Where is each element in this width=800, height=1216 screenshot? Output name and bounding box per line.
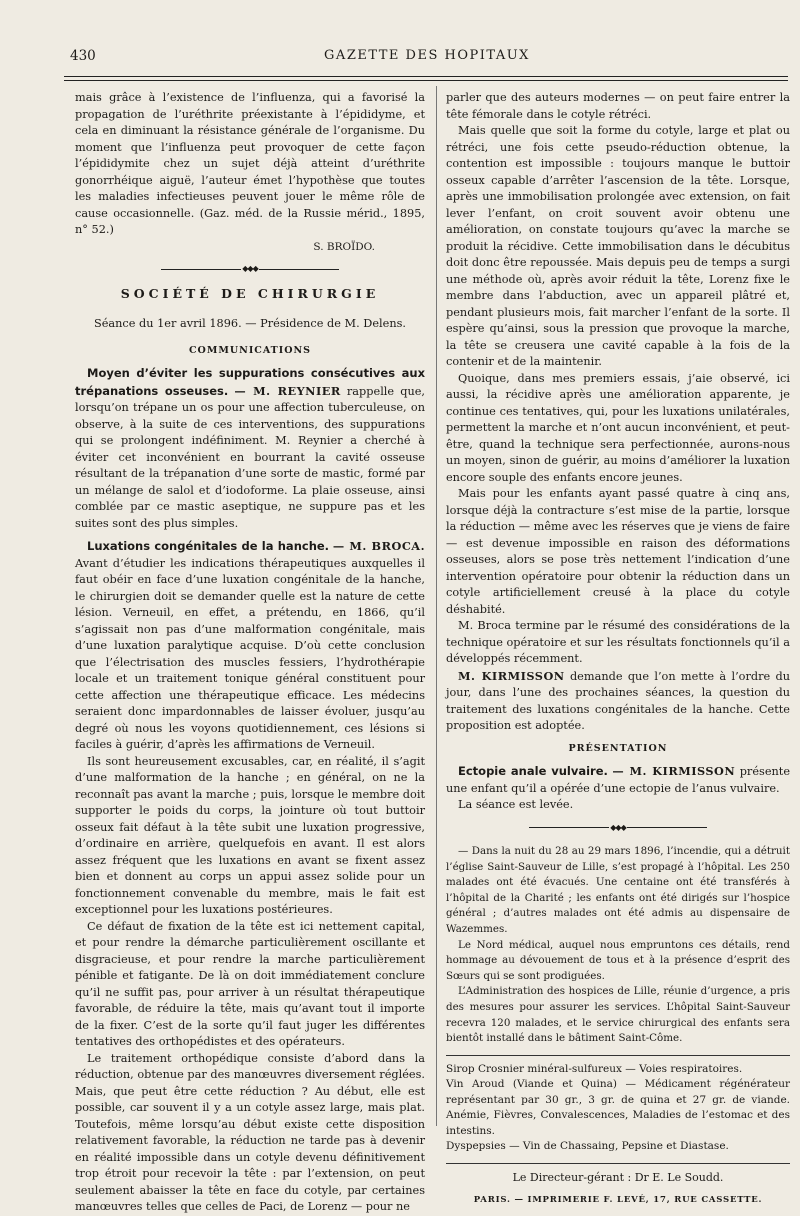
journal-title: GAZETTE DES HOPITAUX [324, 48, 530, 63]
paragraph: Ils sont heureusement excusables, car, en réalité, il s’agit d’une malformation de la hanche ; en général, on ne la reconnaît pas avant la marche ; puis, lorsque le membre doit supporter le poids du corps, la jointure où tout buttoir osseux fait défaut à la tête subit une luxation progressive, d’ordinaire en arrière, quelquefois en avant. Il est alors assez fréquent que les luxations en avant se fixent assez bien et donnent au corps un appui assez solide pour un fonctionnement convenable du membre, mais le fait est exceptionnel pour les luxations postérieures. [75, 754, 425, 916]
page-number: 430 [70, 48, 96, 64]
advertisement: Dyspepsies — Vin de Chassaing, Pepsine et Diastase. [446, 1140, 729, 1153]
column-divider [436, 86, 437, 1126]
article-author: — M. REYNIER [234, 383, 341, 398]
article-author: — M. KIRMISSON [612, 764, 736, 778]
paragraph: Mais quelle que soit la forme du cotyle, large et plat ou rétréci, une fois cette pseudo-réduction obtenue, la contention est impossible : toujours manque le buttoir osseux capable d’arrêter l’ascension de la tête. Lorsque, après une immobilisation prolongée avec extension, on fait lever l’enfant, on croit souvent avoir obtenu une amélioration, on constate toujours qu’avec la marche se produit la récidive. Cette immobilisation dans le décubitus doit donc être repoussée. Mais depuis peu de temps a surgi une méthode où, après avoir réduit la tête, Lorenz fixe le membre dans l’abduction, avec un appareil plâtré et, pendant plusieurs mois, fait marcher l’enfant de la sorte. Il espère qu’ainsi, sous la pression que provoque la marche, la tête se creusera une cavité capable à la fois de la contenir et de la maintenir. [446, 124, 790, 368]
header-rule-2 [64, 80, 788, 81]
news-paragraph: — Dans la nuit du 28 au 29 mars 1896, l’incendie, qui a détruit l’église Saint-Sauveur de Lille, s’est propagé à l’hôpital. Les 250 malades ont été évacués. Une centaine ont été transférés à l’hôpital de la Charité ; les enfants ont été dirigés sur l’hospice général ; d’autres malades ont été admis au dispensaire de Wazemmes. [446, 845, 790, 935]
paragraph: M. Broca termine par le résumé des considérations de la technique opératoire et sur les résultats fonctionnels qu’il a développés récemment. [446, 619, 790, 665]
presentation-heading: PRÉSENTATION [568, 742, 668, 754]
article-author: — M. BROCA. [332, 539, 426, 553]
article-title: Moyen d’éviter les suppurations consécutives aux trépanations osseuses. [75, 366, 425, 398]
article-text: rappelle que, lorsqu’on trépane un os pour une affection tuberculeuse, on observe, à la suite de ces interventions, des suppurations qui se prolongent indéfiniment. M. Reynier a cherché à éviter cet inconvénient en bourrant la cavité osseuse résultant de la trépanation d’une sorte de mastic, formé par un mélange de salol et d’iodoforme. La plaie osseuse, ainsi comblée par ce mastic aseptique, ne suppure pas et les suites sont des plus simples. [75, 384, 426, 530]
ads-rule [446, 1055, 790, 1056]
page-header [62, 44, 792, 66]
paragraph: Ce défaut de fixation de la tête est ici nettement capital, et pour rendre la démarche particulièrement oscillante et disgracieuse, et pour rendre la marche particulièrement pénible et fatigante. De là on doit immédiatement conclure qu’il ne suffit pas, pour arriver à un résultat thérapeutique favorable, de réduire la tête, mais qu’avant tout il importe de la fixer. C’est de la sorte qu’il faut juger les différentes tentatives des orthopédistes et des opérateurs. [75, 919, 425, 1048]
article-author: M. KIRMISSON [458, 668, 565, 683]
news-paragraph: L’Administration des hospices de Lille, réunie d’urgence, a pris des mesures pour assurer les services. L’hôpital Saint-Sauveur recevra 120 malades, et le service chirurgical des enfants sera bientôt installé dans le bâtiment Saint-Côme. [446, 985, 790, 1045]
right-column [446, 90, 790, 1209]
closing-line: La séance est levée. [458, 798, 574, 811]
header-rule [64, 76, 788, 77]
article-title: Luxations congénitales de la hanche. [87, 539, 330, 553]
paragraph: Le traitement orthopédique consiste d’abord dans la réduction, obtenue par des manœuvres diversement réglées. Mais, que peut être cette réduction ? Au début, elle est possible, car souvent il y a un cotyle assez large, mais plat. Toutefois, même lorsqu’au début existe cette disposition relativement favorable, la réduction ne tarde pas à devenir en réalité impossible dans un cotyle devenu définitivement trop étroit pour recevoir la tête : par l’extension, on peut seulement abaisser la tête en face du cotyle, par certaines manœuvres telles que celles de Paci, de Lorenz — pour ne [75, 1051, 425, 1213]
paragraph: Quoique, dans mes premiers essais, j’aie observé, ici aussi, la récidive après une amélioration apparente, je continue ces tentatives, qui, pour les luxations unilatérales, permettent la marche et n’ont aucun inconvénient, et peut-être, quand la technique sera perfectionnée, aurons-nous un moyen, sinon de guérir, au moins d’améliorer la luxation encore souple des enfants encore jeunes. [446, 371, 790, 484]
session-line: Séance du 1er avril 1896. — Présidence de M. Delens. [93, 317, 406, 330]
ornament-separator: ◆◆◆ [75, 261, 425, 278]
paragraph: Mais pour les enfants ayant passé quatre à cinq ans, lorsque déjà la contracture s’est mise de la partie, lorsque la réduction — même avec les réserves que je viens de faire — est devenue impossible en raison des déformations osseuses, alors se pose très nettement l’indication d’une intervention opératoire pour obtenir la réduction dans un cotyle artificiellement creusé à la place du cotyle déshabité. [446, 487, 790, 616]
ornament-separator: ◆◆◆ [446, 820, 790, 837]
advertisement: Vin Aroud (Viande et Quina) — Médicament régénérateur représentant par 30 gr., 3 gr. de quina et 27 gr. de viande. Anémie, Fièvres, Convalescences, Maladies de l’estomac et des intestins. [446, 1078, 790, 1137]
article-title: Ectopie anale vulvaire. [458, 764, 608, 778]
author-signature: S. BROÏDO. [313, 240, 375, 253]
communications-heading: COMMUNICATIONS [188, 344, 312, 356]
imprint-line: PARIS. — IMPRIMERIE F. LEVÉ, 17, RUE CASSETTE. [473, 1195, 763, 1206]
article-text: présente une enfant qu’il a opérée d’une ectopie de l’anus vulvaire. [446, 765, 791, 795]
intro-paragraph: mais grâce à l’existence de l’influenza, qui a favorisé la propagation de l’uréthrite préexistante à l’épididyme, et cela en diminuant la résistance générale de l’organisme. Du moment que l’influenza peut provoquer de cette façon l’épididymite chez un sujet déjà atteint d’uréthrite gonorrhéique aiguë, l’auteur émet l’hypothèse que toutes les maladies infectieuses peuvent jouer le même rôle de cause occasionnelle. (Gaz. méd. de la Russie mérid., 1895, n° 52.) [75, 91, 425, 236]
director-line: Le Directeur-gérant : Dr E. Le Soudd. [512, 1170, 724, 1184]
article-text: Avant d’étudier les indications thérapeutiques auxquelles il faut obéir en face d’une luxation congénitale de la hanche, le chirurgien doit se demander quelle est la nature de cette lésion. Verneuil, en effet, a prétendu, en 1866, qu’il s’agissait non pas d’une malformation congénitale, mais d’une luxation paralytique acquise. D’où cette conclusion que l’électrisation des muscles fessiers, l’hydrothérapie locale et un traitement tonique général constituent pour cette affection une thérapeutique efficace. Les médecins seraient donc impardonnables de laisser évoluer, jusqu’au degré où nous les voyons quotidiennement, ces lésions si faciles à guérir, d’après les affirmations de Verneuil. [75, 556, 425, 751]
presentation-paragraph [446, 763, 790, 797]
left-column [75, 90, 425, 1216]
article-reynier [75, 365, 425, 532]
news-paragraph: Le Nord médical, auquel nous empruntons ces détails, rend hommage au dévouement de tous et à la présence d’esprit des Sœurs qui se sont prodiguées. [446, 938, 790, 982]
society-heading: SOCIÉTÉ DE CHIRURGIE [120, 285, 380, 301]
article-text: demande que l’on mette à l’ordre du jour, dans l’une des prochaines séances, la question du traitement des luxations congénitales de la hanche. Cette proposition est adoptée. [446, 669, 791, 732]
director-rule [446, 1163, 790, 1164]
paragraph: parler que des auteurs modernes — on peut faire entrer la tête fémorale dans le cotyle rétréci. [446, 91, 790, 121]
advertisement: Sirop Crosnier minéral-sulfureux — Voies respiratoires. [446, 1062, 743, 1075]
kirmisson-paragraph [446, 668, 790, 735]
article-broca [75, 538, 425, 754]
